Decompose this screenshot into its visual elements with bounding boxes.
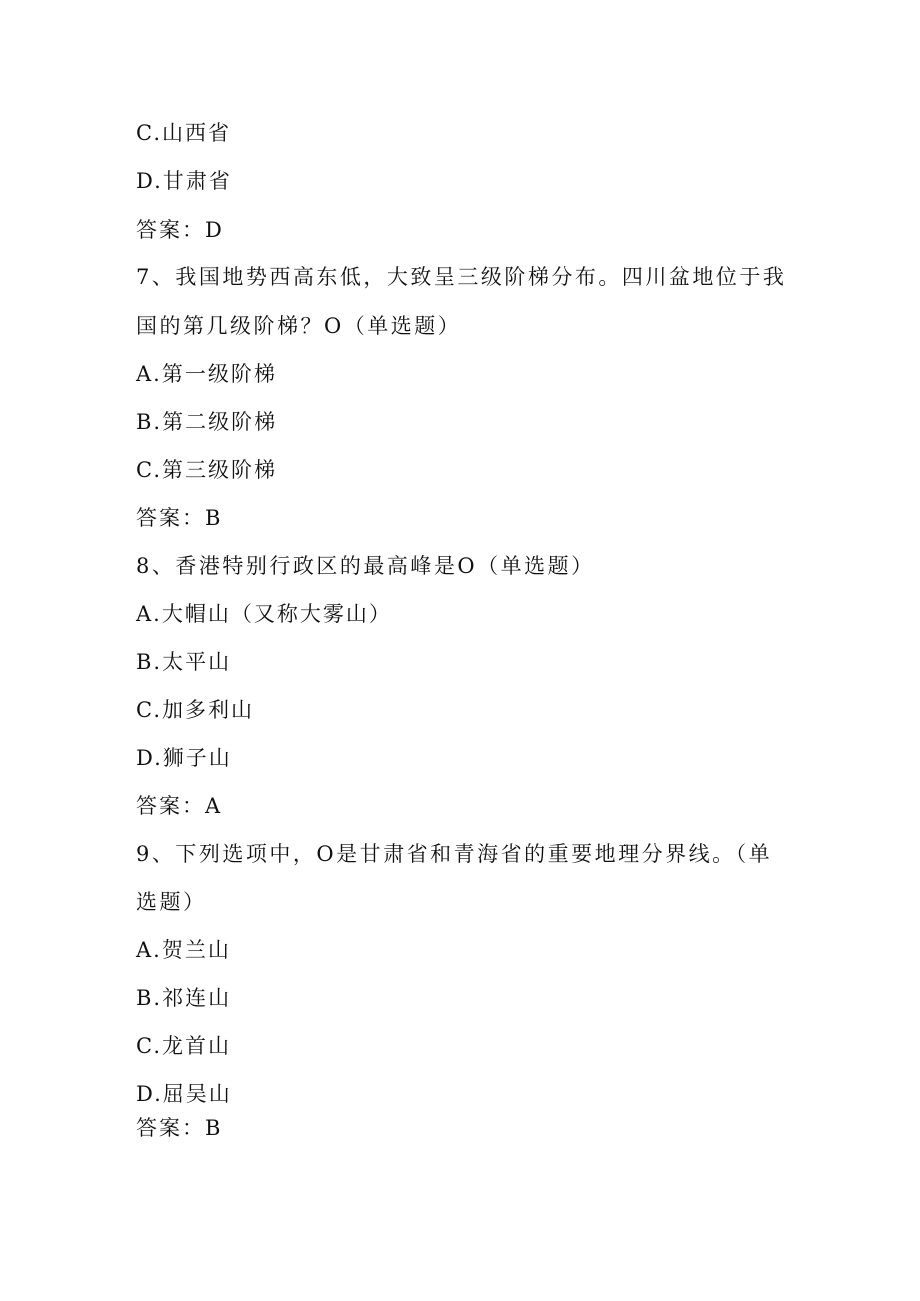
q9-option-b: B.祁连山: [136, 986, 232, 1010]
q8-option-c: C.加多利山: [136, 698, 254, 722]
q9-question-line-2: 选题）: [136, 890, 207, 914]
q8-option-b: B.太平山: [136, 650, 232, 674]
q9-option-a: A.贺兰山: [136, 938, 231, 962]
q9-option-c: C.龙首山: [136, 1034, 231, 1058]
q9-question-line-1: 9、下列选项中，O是甘肃省和青海省的重要地理分界线。（单: [136, 842, 773, 866]
q6-answer: 答案：D: [136, 218, 224, 242]
q8-option-a: A.大帽山（又称大雾山）: [136, 602, 392, 626]
q8-option-d: D.狮子山: [136, 746, 232, 770]
q7-question-line-1: 7、我国地势西高东低，大致呈三级阶梯分布。四川盆地位于我: [136, 265, 787, 289]
q9-answer: 答案：B: [136, 1116, 223, 1140]
q8-answer: 答案：A: [136, 794, 223, 818]
q7-option-c: C.第三级阶梯: [136, 458, 277, 482]
q8-question: 8、香港特别行政区的最高峰是O（单选题）: [136, 554, 595, 578]
q7-option-b: B.第二级阶梯: [136, 410, 278, 434]
q7-answer: 答案：B: [136, 506, 223, 530]
q6-option-c: C.山西省: [136, 121, 231, 145]
q7-option-a: A.第一级阶梯: [136, 362, 277, 386]
q9-option-d: D.屈吴山: [136, 1082, 232, 1106]
q6-option-d: D.甘肃省: [136, 169, 232, 193]
q7-question-line-2: 国的第几级阶梯？O（单选题）: [136, 314, 462, 338]
